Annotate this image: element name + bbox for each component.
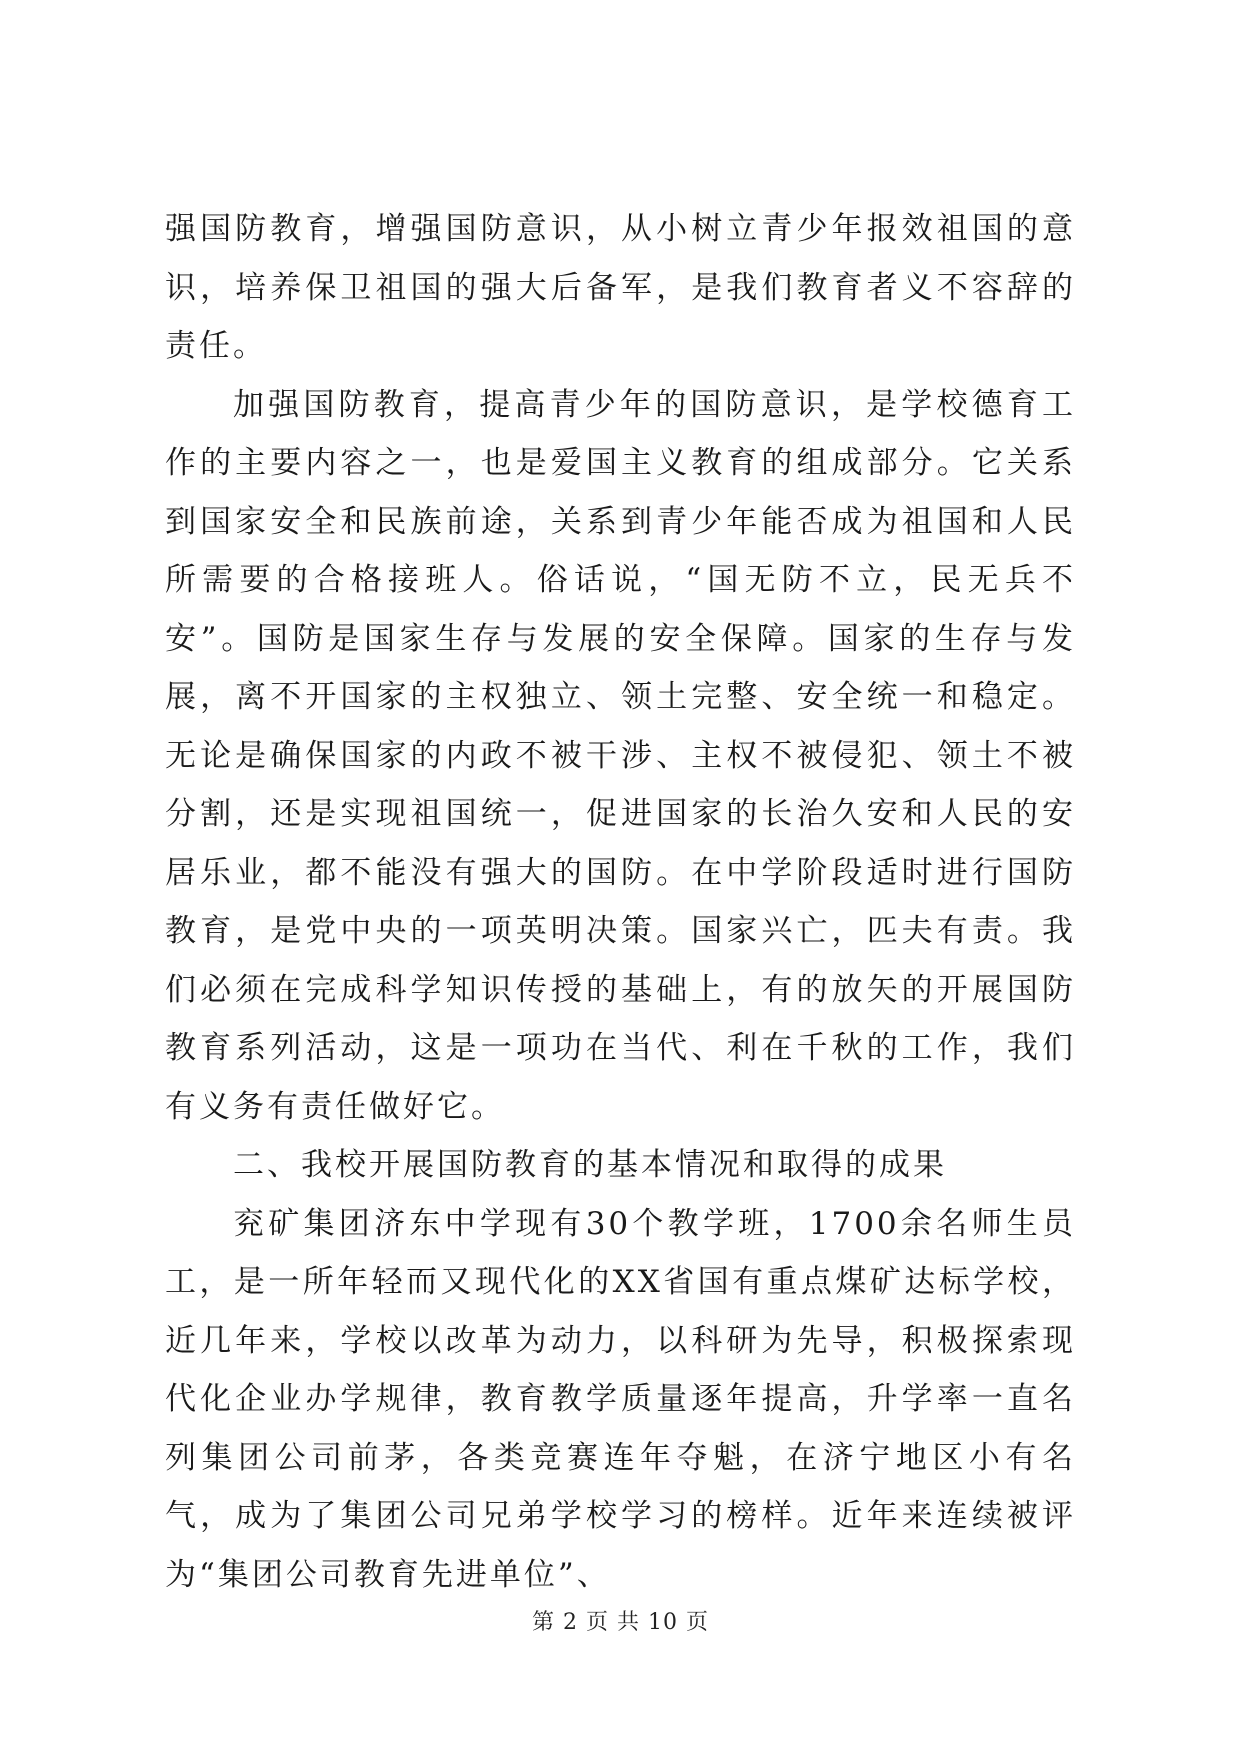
document-body xyxy=(165,200,1076,1604)
paragraph-school-introduction: 兖矿集团济东中学现有30个教学班，1700余名师生员工，是一所年轻而又现代化的XX省国有重点煤矿达标学校，近几年来，学校以改革为动力，以科研为先导，积极探索现代化企业办学规律，教育教学质量逐年提高，升学率一直名列集团公司前茅，各类竞赛连年夺魁，在济宁地区小有名气，成为了集团公司兄弟学校学习的榜样。近年来连续被评为“集团公司教育先进单位”、 xyxy=(165,1205,1076,1593)
paragraph-continuation: 强国防教育，增强国防意识，从小树立青少年报效祖国的意识，培养保卫祖国的强大后备军，是我们教育者义不容辞的责任。 xyxy=(165,211,1076,364)
section-heading-2: 二、我校开展国防教育的基本情况和取得的成果 xyxy=(233,1147,947,1183)
paragraph-national-defense-importance: 加强国防教育，提高青少年的国防意识，是学校德育工作的主要内容之一，也是爱国主义教育的组成部分。它关系到国家安全和民族前途，关系到青少年能否成为祖国和人民所需要的合格接班人。俗话说，“国无防不立，民无兵不安”。国防是国家生存与发展的安全保障。国家的生存与发展，离不开国家的主权独立、领土完整、安全统一和稳定。无论是确保国家的内政不被干涉、主权不被侵犯、领土不被分割，还是实现祖国统一，促进国家的长治久安和人民的安居乐业，都不能没有强大的国防。在中学阶段适时进行国防教育，是党中央的一项英明决策。国家兴亡，匹夫有责。我们必须在完成科学知识传授的基础上，有的放矢的开展国防教育系列活动，这是一项功在当代、利在千秋的工作，我们有义务有责任做好它。 xyxy=(165,386,1076,1125)
page-number-footer: 第 2 页 共 10 页 xyxy=(532,1610,709,1635)
